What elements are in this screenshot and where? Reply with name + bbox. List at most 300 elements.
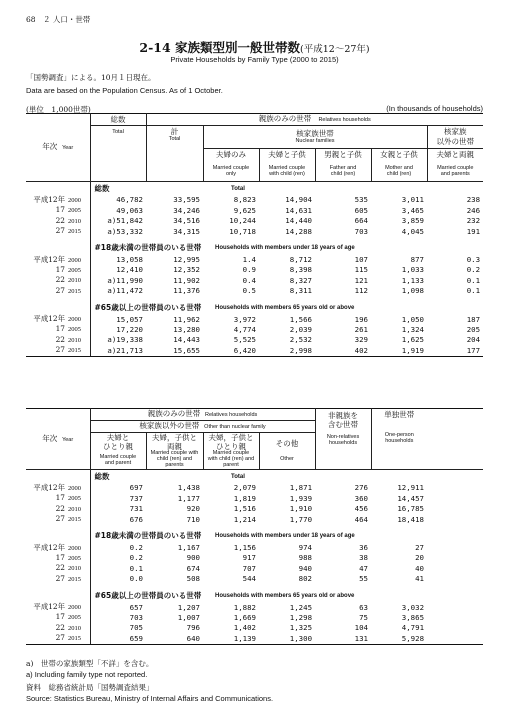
value-cell: 697 [90,483,146,493]
era-year: 22 [55,334,65,344]
era-year: 22 [55,215,65,225]
total-header-en: Total [90,126,146,182]
couple-parent-header: 夫婦と ひとり親 Married couple and parent [90,433,146,470]
value-cell: 1,919 [371,345,427,356]
relatives-header: 親族のみの世帯 Relatives households [146,114,483,126]
footnote-a-en: a) Including family type not reported. [26,670,148,679]
value-cell: 40 [415,563,425,573]
value-cell: 11,376 [173,286,200,296]
value-cell: 75 [359,613,369,622]
western-year: 2010 [68,505,81,513]
table-row [26,265,483,275]
value-cell: 535 [354,195,368,205]
value-cell: 3,865 [401,613,425,622]
era-year: 27 [55,226,65,236]
table-row [26,553,483,563]
western-year: 2005 [68,554,81,562]
value-cell: 131 [315,633,371,644]
section-header [26,182,483,196]
value-cell: 0.1 [466,286,481,296]
era-year: 22 [55,275,65,285]
value-cell: 0.1 [90,563,146,573]
value-cell: 796 [186,623,200,633]
table-row [26,325,483,335]
value-cell: 1,402 [233,623,256,633]
value-cell: 9,625 [233,205,256,215]
section-label-en: Households with members 65 years old or above [215,592,355,599]
value-cell: 2,998 [259,345,315,356]
value-cell: 34,315 [173,226,200,236]
value-cell: 246 [466,205,481,215]
unit-jp: (単位 1,000世帯) [26,105,91,114]
era-year: 平成12年 [33,542,65,552]
value-cell: 18,418 [397,514,425,524]
value-cell: 1,325 [289,623,313,633]
value-cell: 329 [354,335,368,345]
section-label: #18歳未満の世帯員のいる世帯 [90,242,203,255]
unit-en: (In thousands of households) [386,104,483,113]
value-cell: 0.9 [242,265,256,275]
era-year: 27 [55,573,65,583]
value-cell: 674 [186,563,200,573]
value-cell: 1,669 [233,613,256,622]
year-cell [26,543,90,553]
table-row [26,613,483,623]
value-cell: a)11,472 [90,286,146,296]
mother-child-header: 女親と子供 [371,149,427,162]
value-cell: 1,939 [289,493,313,503]
year-cell [26,602,90,612]
nonrel-header: 非親族を 含む世帯 Non-relatives households [315,409,371,470]
value-cell: 14,440 [285,216,312,226]
era-year: 17 [55,264,65,274]
value-cell: 1.4 [242,255,256,265]
value-cell: 664 [354,216,368,226]
era-year: 27 [55,345,65,355]
section-header [26,242,483,255]
value-cell: 2,079 [233,483,256,493]
value-cell: 0.2 [90,553,146,563]
table-row [26,623,483,633]
value-cell: 1,139 [203,633,259,644]
value-cell: 11,902 [173,275,200,285]
value-cell: 877 [410,255,424,265]
table-number: 2-14 [139,40,171,55]
table-row [26,504,483,514]
section-label: #65歳以上の世帯員のいる世帯 [90,589,203,602]
father-child-header-en: Father and child (ren) [315,161,371,182]
value-cell: 1,819 [233,493,256,503]
era-year: 平成12年 [33,482,65,492]
value-cell: 703 [90,613,146,623]
value-cell: 710 [186,514,200,524]
value-cell: 238 [466,195,481,205]
era-year: 平成12年 [33,254,65,264]
era-year: 17 [55,493,65,503]
value-cell: 1,207 [177,602,200,612]
table-row [26,275,483,285]
value-cell: 920 [186,504,200,514]
couple-child-header-en: Married couple with child (ren) [259,161,315,182]
value-cell: 3,011 [401,195,424,205]
couple-parents-header: 夫婦と両親 [427,149,483,162]
era-year: 27 [55,285,65,295]
value-cell: 0.1 [466,275,481,285]
era-year: 17 [55,324,65,334]
section-label: 総数 [90,182,203,196]
table-row [26,514,483,524]
value-cell: 1,516 [233,504,256,514]
value-cell: 13,058 [90,255,146,265]
value-cell: 8,311 [289,286,312,296]
value-cell: 2,532 [289,335,312,345]
other-than-nuclear-header: 核家族 以外の世帯 [427,126,483,149]
value-cell: 676 [90,514,146,524]
mother-child-header-en: Mother and child (ren) [371,161,427,182]
value-cell: 1,133 [401,275,424,285]
value-cell: 360 [354,493,369,503]
year-cell [26,205,90,215]
value-cell: 17,220 [90,325,146,335]
western-year: 2000 [68,316,81,324]
year-cell [26,255,90,265]
section-label: #65歳以上の世帯員のいる世帯 [90,301,203,314]
value-cell: 737 [90,493,146,503]
value-cell: 14,904 [285,195,312,205]
footnote-a-jp: a) 世帯の家族類型「不詳」を含む。 [26,659,154,668]
value-cell: 988 [298,553,313,563]
table-title [0,38,509,56]
value-cell: 605 [354,205,368,215]
year-cell [26,483,90,493]
table-row [26,633,483,644]
table-row [26,255,483,265]
value-cell: 1,177 [177,493,200,503]
value-cell: 5,928 [371,633,427,644]
father-child-header: 男親と子供 [315,149,371,162]
year-cell [26,275,90,285]
other-header: その他 Other [259,433,315,470]
value-cell: 204 [466,335,481,345]
value-cell: a)51,842 [90,216,146,226]
section-label-en: Households with members under 18 years of age [215,245,355,252]
western-year: 2010 [68,217,81,225]
value-cell: a)21,713 [90,345,146,356]
western-year: 2015 [68,347,81,355]
table-row [26,574,483,584]
couple-parents-header-en: Married couple and parents [427,161,483,182]
couple-child-header: 夫婦と子供 [259,149,315,162]
running-head: 68 ２ 人口・世帯 [26,15,91,24]
western-year: 2010 [68,565,81,573]
value-cell: 187 [466,314,481,324]
value-cell: 261 [354,325,368,334]
section-header [26,530,483,543]
value-cell: 464 [354,514,369,524]
value-cell: 4,774 [233,325,256,334]
era-year: 平成12年 [33,314,65,324]
value-cell: a)53,332 [90,226,146,236]
value-cell: 4,045 [401,226,424,236]
year-cell [26,216,90,226]
era-year: 平成12年 [33,602,65,612]
value-cell: 177 [427,345,483,356]
value-cell: a)11,990 [90,275,146,285]
value-cell: 1,214 [233,514,256,524]
table-bottom [26,408,483,645]
table-row [26,286,483,296]
value-cell: 36 [359,543,369,553]
western-year: 2005 [68,614,81,622]
value-cell: 4,791 [401,623,425,633]
value-cell: 1,007 [177,613,200,622]
era-year: 17 [55,552,65,562]
value-cell: 10,244 [229,216,256,226]
value-cell: 41 [415,574,425,584]
value-cell: 107 [354,255,368,265]
table-title-main: 家族類型別一般世帯数 [175,40,301,55]
value-cell: 0.3 [466,255,481,265]
year-cell [26,504,90,514]
total-header: 総数 [90,114,146,126]
value-cell: 1,566 [289,314,312,324]
value-cell: 1,770 [289,514,313,524]
year-cell [26,623,90,633]
couple-child-parents-header: 夫婦，子供と 両親 Married couple with child (ren) and parents [146,433,203,470]
value-cell: 8,398 [289,265,312,275]
value-cell: 1,298 [289,613,313,622]
value-cell: 191 [466,226,481,236]
couple-header-en: Married couple only [203,161,259,182]
value-cell: 34,246 [173,205,200,215]
western-year: 2000 [68,604,81,612]
era-year: 22 [55,563,65,573]
era-year: 27 [55,514,65,524]
western-year: 2000 [68,196,81,204]
value-cell: 0.0 [90,574,146,584]
value-cell: 1,625 [401,335,424,345]
table-title-sub: (平成12～27年) [300,44,370,55]
value-cell: 3,859 [401,216,424,226]
year-cell [26,195,90,205]
table-row [26,543,483,553]
era-year: 22 [55,622,65,632]
value-cell: 659 [90,633,146,644]
value-cell: 8,712 [289,255,312,265]
value-cell: 657 [90,602,146,612]
value-cell: 940 [298,563,313,573]
source-en: Source: Statistics Bureau, Ministry of Internal Affairs and Communications. [26,694,274,703]
value-cell: 20 [415,553,425,563]
couple-child-parent-header: 夫婦，子供と ひとり親 Married couple with child (ren) and parent [203,433,259,470]
western-year: 2010 [68,277,81,285]
couple-header: 夫婦のみ [203,149,259,162]
value-cell: 900 [186,553,200,563]
value-cell: a)19,338 [90,335,146,345]
value-cell: 544 [242,574,256,584]
western-year: 2005 [68,326,81,334]
value-cell: 1,167 [177,543,200,553]
table-row [26,493,483,503]
value-cell: 703 [354,226,368,236]
value-cell: 14,288 [285,226,312,236]
western-year: 2015 [68,228,81,236]
table-row [26,483,483,493]
year-cell [26,325,90,335]
year-header: 年次 Year [26,114,90,182]
value-cell: 12,410 [90,265,146,275]
value-cell: 196 [354,314,368,324]
value-cell: 12,911 [397,483,425,493]
western-year: 2010 [68,624,81,632]
section-label: #18歳未満の世帯員のいる世帯 [90,530,203,543]
value-cell: 14,457 [397,493,425,503]
value-cell: 6,420 [203,345,259,356]
value-cell: 27 [415,543,425,553]
value-cell: 276 [354,483,369,493]
year-cell [26,335,90,345]
value-cell: 1,050 [401,314,424,324]
table-row [26,195,483,205]
western-year: 2015 [68,287,81,295]
value-cell: 0.2 [90,543,146,553]
table-bottom-body [26,470,483,645]
value-cell: 0.5 [242,286,256,296]
value-cell: 0.4 [242,275,256,285]
section-label: 総数 [90,470,203,484]
value-cell: 232 [466,216,481,226]
western-year: 2005 [68,207,81,215]
year-cell [26,633,90,644]
value-cell: 15,655 [146,345,203,356]
value-cell: 16,785 [397,504,425,514]
value-cell: 38 [359,553,369,563]
value-cell: 115 [354,265,368,275]
value-cell: 974 [298,543,313,553]
western-year: 2015 [68,516,81,524]
value-cell: 33,595 [173,195,200,205]
value-cell: 5,525 [233,335,256,345]
value-cell: 14,443 [173,335,200,345]
section-label-en: Total [231,473,245,480]
value-cell: 13,280 [173,325,200,334]
value-cell: 0.2 [466,265,481,275]
header-filler [427,409,483,470]
value-cell: 1,098 [401,286,424,296]
value-cell: 1,245 [289,602,313,612]
value-cell: 3,972 [233,314,256,324]
value-cell: 1,324 [401,325,424,334]
value-cell: 2,039 [289,325,312,334]
table-title-english: Private Households by Family Type (2000 to 2015) [170,55,339,64]
table-row [26,335,483,345]
year-header-bottom: 年次 Year [26,409,90,470]
value-cell: 14,631 [285,205,312,215]
value-cell: 1,033 [401,265,424,275]
value-cell: 640 [146,633,203,644]
value-cell: 802 [298,574,313,584]
year-cell [26,226,90,236]
value-cell: 705 [90,623,146,633]
year-cell [26,574,90,584]
note-jp: 「国勢調査」による。10月１日現在。 [26,73,156,82]
value-cell: 10,718 [229,226,256,236]
era-year: 22 [55,503,65,513]
western-year: 2015 [68,575,81,583]
relatives-header-bottom: 親族のみの世帯 Relatives households [90,409,315,421]
table-top-body [26,182,483,357]
section-header [26,589,483,602]
year-cell [26,553,90,563]
section-header [26,301,483,314]
value-cell: 55 [359,574,369,584]
year-cell [26,286,90,296]
value-cell: 1,910 [289,504,313,514]
section-label-en: Households with members 65 years old or above [215,304,355,311]
value-cell: 12,995 [173,255,200,265]
subtotal-header: 計 Total [146,126,203,182]
value-cell: 63 [359,602,369,612]
table-row [26,216,483,226]
value-cell: 34,516 [173,216,200,226]
value-cell: 1,300 [259,633,315,644]
source-jp: 資料 総務省統計局「国勢調査結果」 [26,683,154,692]
value-cell: 11,962 [173,314,200,324]
era-year: 17 [55,205,65,215]
value-cell: 1,438 [177,483,200,493]
other-than-nuclear-header-bottom: 核家族以外の世帯 Other than nuclear family [90,421,315,433]
value-cell: 1,156 [233,543,256,553]
section-label-en: Households with members under 18 years of age [215,533,355,540]
value-cell: 46,782 [90,195,146,205]
table-row [26,205,483,215]
value-cell: 104 [354,623,369,633]
western-year: 2000 [68,484,81,492]
era-year: 17 [55,612,65,622]
western-year: 2005 [68,266,81,274]
note-en: Data are based on the Population Census. As of 1 October. [26,86,223,95]
western-year: 2000 [68,544,81,552]
year-cell [26,265,90,275]
value-cell: 121 [354,275,368,285]
nuclear-header: 核家族世帯 Nuclear families [203,126,427,149]
value-cell: 456 [354,504,369,514]
value-cell: 8,823 [233,195,256,205]
value-cell: 15,057 [90,314,146,324]
western-year: 2015 [68,635,81,643]
value-cell: 1,871 [289,483,313,493]
table-row [26,345,483,356]
era-year: 平成12年 [33,194,65,204]
year-cell [26,514,90,524]
western-year: 2000 [68,256,81,264]
year-cell [26,314,90,324]
value-cell: 112 [354,286,368,296]
value-cell: 12,352 [173,265,200,275]
year-cell [26,493,90,503]
western-year: 2010 [68,336,81,344]
value-cell: 3,032 [401,602,425,612]
value-cell: 731 [90,504,146,514]
era-year: 27 [55,633,65,643]
value-cell: 8,327 [289,275,312,285]
oneperson-header: 単独世帯 One-person households [371,409,427,470]
value-cell: 205 [466,325,481,334]
table-row [26,602,483,612]
section-header [26,470,483,484]
year-cell [26,345,90,356]
section-label-en: Total [231,185,245,192]
